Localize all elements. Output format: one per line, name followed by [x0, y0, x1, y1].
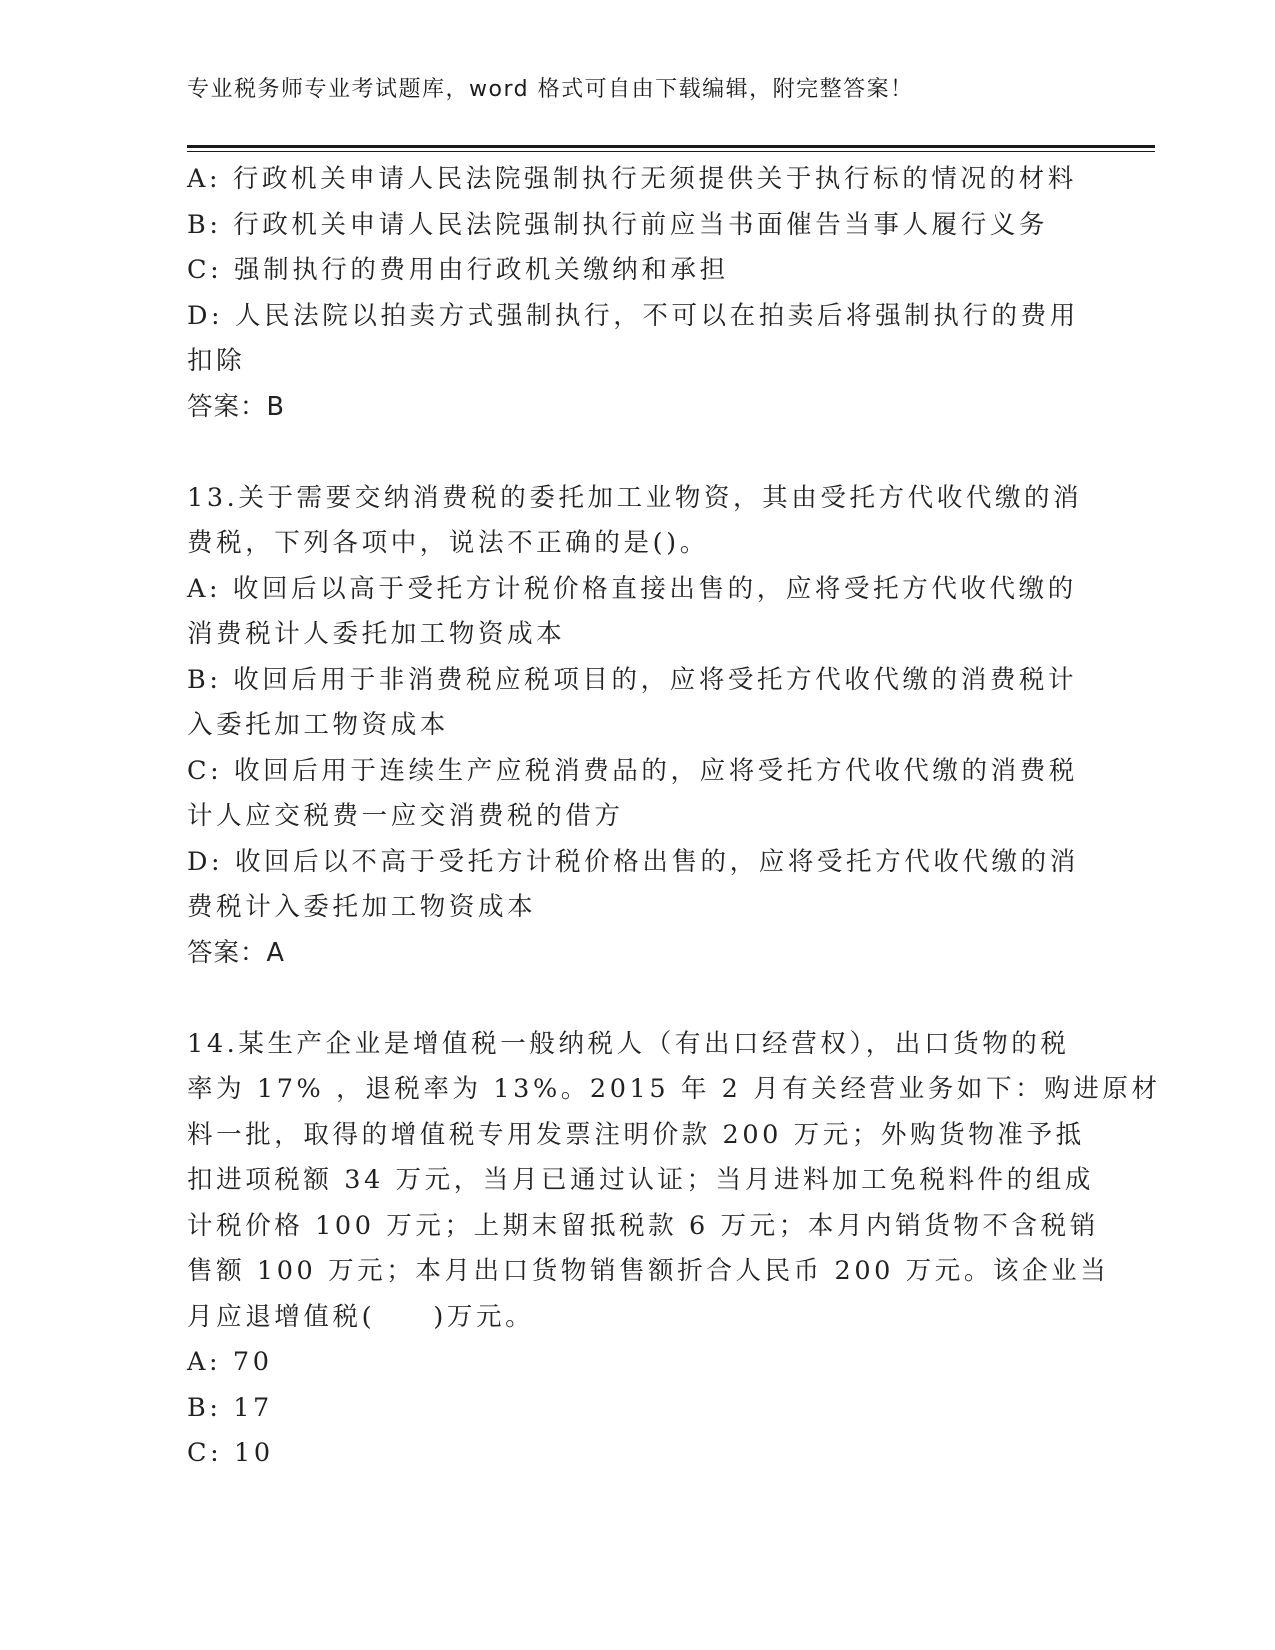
- q14-option-c: C: 10: [187, 1438, 274, 1468]
- header-divider: [187, 145, 1155, 148]
- q14-option-a: A: 70: [187, 1347, 273, 1377]
- q13-option-c-line2: 计人应交税费一应交消费税的借方: [187, 801, 624, 831]
- q14-stem-line2: 率为 17% ，退税率为 13%。2015 年 2 月有关经营业务如下：购进原材: [187, 1074, 1161, 1104]
- q14-stem-line4: 扣进项税额 34 万元，当月已通过认证；当月进料加工免税料件的组成: [187, 1165, 1094, 1195]
- document-body: [187, 157, 1161, 1477]
- header-divider-thin: [187, 151, 1155, 152]
- q13-answer: 答案：A: [187, 937, 285, 968]
- q14-stem-line1: 14.某生产企业是增值税一般纳税人（有出口经营权），出口货物的税: [187, 1028, 1070, 1059]
- q13-option-a-line1: A: 收回后以高于受托方计税价格直接出售的，应将受托方代收代缴的: [187, 573, 1077, 604]
- question-14-block: [187, 1022, 1161, 1477]
- q12-option-c: C: 强制执行的费用由行政机关缴纳和承担: [187, 255, 729, 285]
- q13-option-c-line1: C: 收回后用于连续生产应税消费品的，应将受托方代收代缴的消费税: [187, 755, 1078, 786]
- q13-stem-line2: 费税，下列各项中，说法不正确的是()。: [187, 528, 709, 558]
- question-13-block: [187, 476, 1083, 977]
- q13-option-d-line1: D: 收回后以不高于受托方计税价格出售的，应将受托方代收代缴的消: [187, 846, 1079, 877]
- q12-option-d-line2: 扣除: [187, 346, 246, 376]
- q12-option-d-line1: D: 人民法院以拍卖方式强制执行，不可以在拍卖后将强制执行的费用: [187, 300, 1079, 331]
- spacer: [187, 976, 1077, 1022]
- q14-stem-line6: 售额 100 万元；本月出口货物销售额折合人民币 200 万元。该企业当: [187, 1256, 1110, 1286]
- q12-option-a: A: 行政机关申请人民法院强制执行无须提供关于执行标的情况的材料: [187, 164, 1077, 194]
- page-header-note: 专业税务师专业考试题库，word 格式可自由下载编辑，附完整答案！: [187, 77, 914, 102]
- q14-option-b: B: 17: [187, 1392, 273, 1423]
- q13-stem-line1: 13.关于需要交纳消费税的委托加工业物资，其由受托方代收代缴的消: [187, 482, 1083, 513]
- q13-option-b-line2: 入委托加工物资成本: [187, 710, 449, 740]
- q12-option-b: B: 行政机关申请人民法院强制执行前应当书面催告当事人履行义务: [187, 209, 1049, 240]
- q14-stem-line5: 计税价格 100 万元；上期末留抵税款 6 万元；本月内销货物不含税销: [187, 1210, 1099, 1241]
- question-12-block: [187, 157, 1077, 430]
- q13-option-a-line2: 消费税计人委托加工物资成本: [187, 619, 566, 649]
- q14-stem-line7: 月应退增值税( )万元。: [187, 1301, 535, 1332]
- q13-option-d-line2: 费税计入委托加工物资成本: [187, 892, 537, 922]
- spacer: [187, 430, 1077, 476]
- q13-option-b-line1: B: 收回后用于非消费税应税项目的，应将受托方代收代缴的消费税计: [187, 664, 1078, 695]
- q14-stem-line3: 料一批，取得的增值税专用发票注明价款 200 万元；外购货物准予抵: [187, 1119, 1085, 1150]
- q12-answer: 答案：B: [187, 391, 285, 422]
